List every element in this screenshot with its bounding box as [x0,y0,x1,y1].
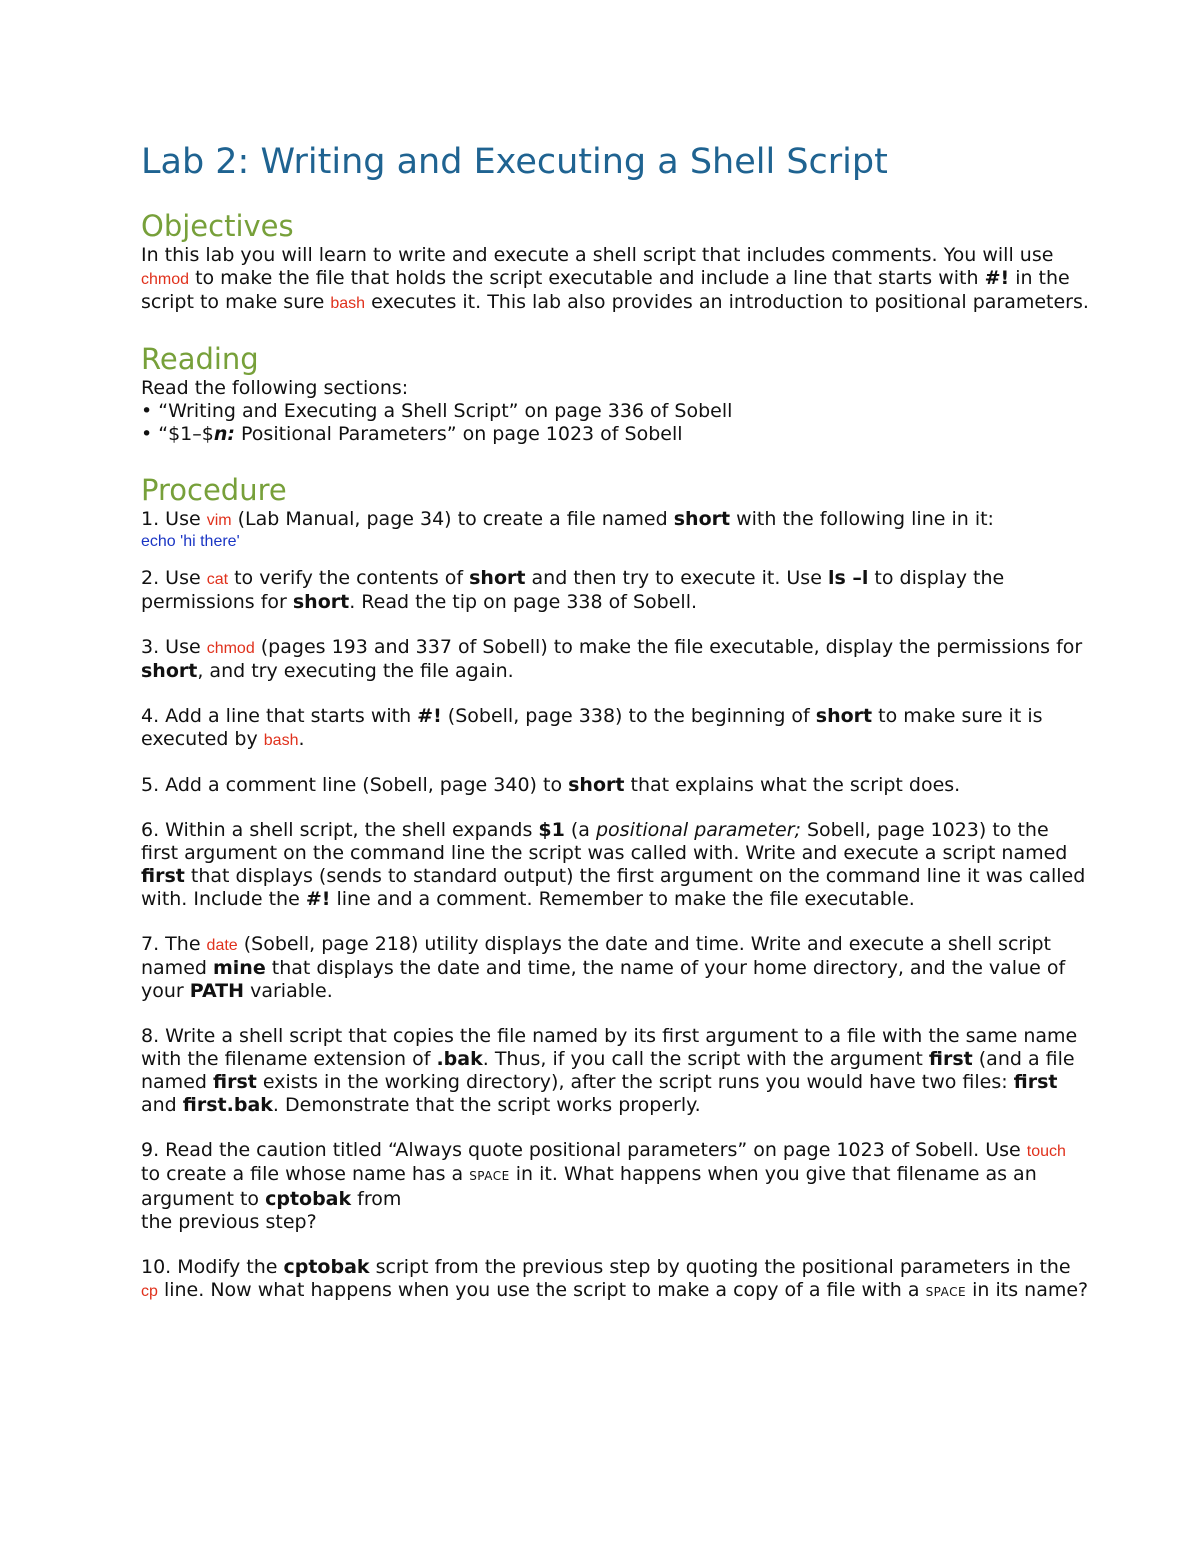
command-chmod: chmod [141,271,190,288]
procedure-step-1: 1. Use vim (Lab Manual, page 34) to create a file named short with the following line in it: echo 'hi there' [141,508,1090,552]
procedure-step-3: 3. Use chmod (pages 193 and 337 of Sobell) to make the file executable, display the permissions for short, and try executing the file again. [141,636,1083,682]
procedure-step-7: 7. The date (Sobell, page 218) utility displays the date and time. Write and execute a shell script named mine that displays the date and time, the name of your home directory, and the value of your PATH variable. [141,933,1066,1002]
list-item: • “Writing and Executing a Shell Script” on page 336 of Sobell [141,400,733,422]
procedure-step-5: 5. Add a comment line (Sobell, page 340) to short that explains what the script does. [141,774,961,796]
command-bash: bash [330,295,366,312]
procedure-step-2: 2. Use cat to verify the contents of short and then try to execute it. Use ls –l to display the permissions for short. Read the tip on page 338 of Sobell. [141,567,1005,613]
procedure-heading: Procedure [141,473,287,507]
procedure-step-9: 9. Read the caution titled “Always quote positional parameters” on page 1023 of Sobell. Use touch to create a file whose name has a SPACE in it. What happens when you give that filename as an argument to cptobak from the previous step? [141,1139,1066,1233]
objectives-heading: Objectives [141,209,294,243]
page-title: Lab 2: Writing and Executing a Shell Script [141,142,888,182]
objectives-paragraph: In this lab you will learn to write and execute a shell script that includes comments. You will use chmod to make the file that holds the script executable and include a line that starts with #! in the script to make sure bash executes it. This lab also provides an introduction to positional parameters. [141,244,1089,313]
code-line: echo 'hi there' [141,533,240,550]
procedure-step-8: 8. Write a shell script that copies the file named by its first argument to a file with the same name with the filename extension of .bak. Thus, if you call the script with the argument first (and a file named first exists in the working directory), after the script runs you would have two files: first and first.bak. Demonstrate that the script works properly. [141,1025,1078,1116]
reading-intro: Read the following sections: [141,377,409,399]
list-item: • “$1–$n: Positional Parameters” on page 1023 of Sobell [141,423,683,445]
reading-list [141,400,1090,446]
procedure-step-6: 6. Within a shell script, the shell expands $1 (a positional parameter; Sobell, page 1023) to the first argument on the command line the script was called with. Write and execute a script named first that displays (sends to standard output) the first argument on the command line it was called with. Include the #! line and a comment. Remember to make the file executable. [141,819,1086,910]
reading-heading: Reading [141,342,259,376]
procedure-step-10: 10. Modify the cptobak script from the previous step by quoting the positional parameters in the cp line. Now what happens when you use the script to make a copy of a file with a SPACE in its name? [141,1256,1089,1301]
procedure-step-4: 4. Add a line that starts with #! (Sobell, page 338) to the beginning of short to make sure it is executed by bash. [141,705,1043,750]
